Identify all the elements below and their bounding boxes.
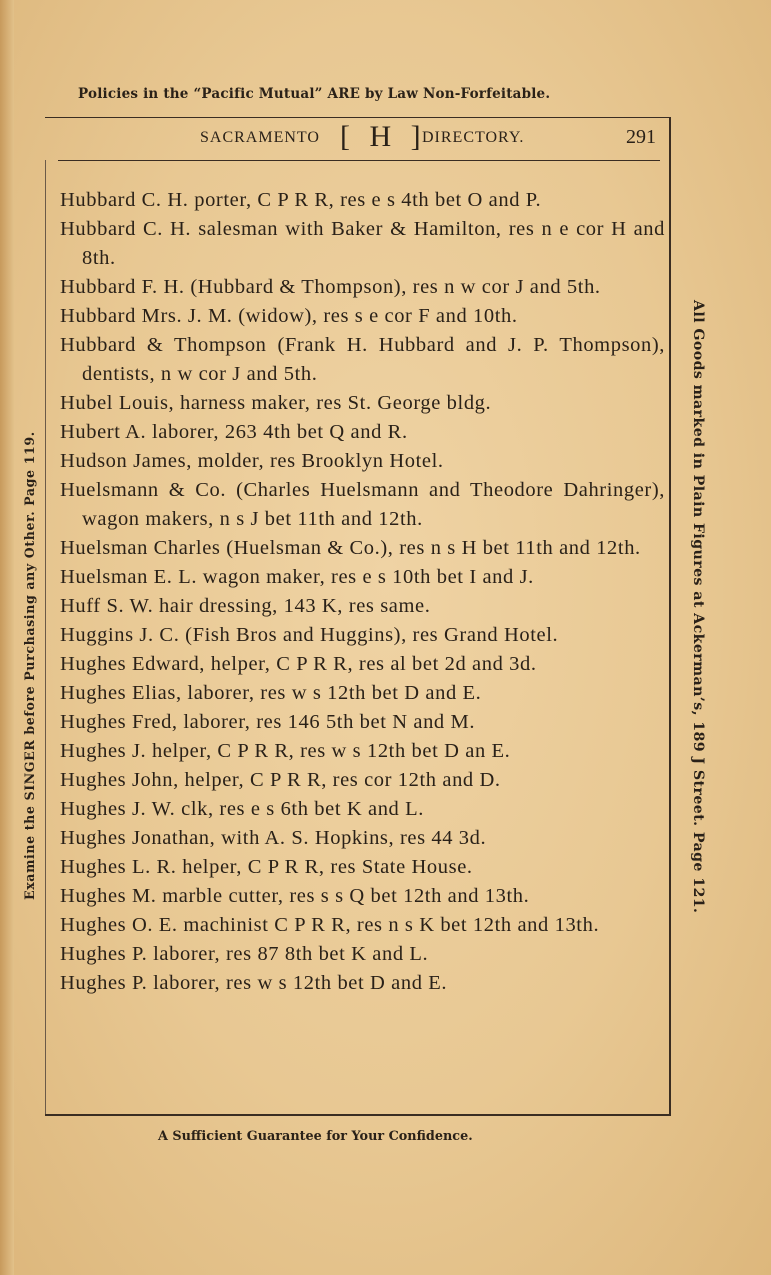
- directory-entries: [60, 186, 665, 998]
- directory-entry: Hubbard C. H. porter, C P R R, res e s 4th bet O and P.: [60, 189, 542, 211]
- frame-bottom-rule: [45, 1114, 671, 1116]
- directory-entry: Hughes Jonathan, with A. S. Hopkins, res 44 3d.: [60, 827, 487, 849]
- directory-entry: Hughes P. laborer, res 87 8th bet K and L.: [60, 943, 429, 965]
- directory-entry: Hubbard F. H. (Hubbard & Thompson), res n w cor J and 5th.: [60, 276, 601, 298]
- directory-entry: Hubbard Mrs. J. M. (widow), res s e cor F and 10th.: [60, 305, 518, 327]
- directory-entry: Hughes M. marble cutter, res s s Q bet 12th and 13th.: [60, 885, 530, 907]
- directory-entry: Hughes L. R. helper, C P R R, res State House.: [60, 856, 473, 878]
- frame-left-rule: [45, 160, 46, 1115]
- directory-entry: Huelsmann & Co. (Charles Huelsmann and Theodore Dahringer), wagon makers, n s J bet 11th and 12th.: [60, 479, 665, 530]
- running-header: [58, 120, 670, 158]
- directory-entry: Hughes Elias, laborer, res w s 12th bet D and E.: [60, 682, 482, 704]
- directory-entry: Huelsman E. L. wagon maker, res e s 10th bet I and J.: [60, 566, 534, 588]
- directory-entry: Huff S. W. hair dressing, 143 K, res same.: [60, 595, 431, 617]
- header-city: SACRAMENTO: [200, 129, 320, 146]
- page-number: 291: [626, 126, 656, 148]
- frame-right-rule: [669, 118, 671, 1116]
- directory-entry: Hughes John, helper, C P R R, res cor 12th and D.: [60, 769, 501, 791]
- bottom-advertisement: A Sufficient Guarantee for Your Confidence.: [158, 1129, 473, 1144]
- directory-entry: Hughes J. W. clk, res e s 6th bet K and L.: [60, 798, 424, 820]
- directory-entry: Hughes Fred, laborer, res 146 5th bet N and M.: [60, 711, 476, 733]
- directory-entry: Hughes Edward, helper, C P R R, res al bet 2d and 3d.: [60, 653, 537, 675]
- header-letter: [ H ]: [340, 120, 427, 153]
- directory-entry: Hubbard C. H. salesman with Baker & Hamilton, res n e cor H and 8th.: [60, 218, 665, 269]
- directory-entry: Huggins J. C. (Fish Bros and Huggins), res Grand Hotel.: [60, 624, 559, 646]
- directory-entry: Hubert A. laborer, 263 4th bet Q and R.: [60, 421, 408, 443]
- frame-top-rule: [45, 117, 671, 118]
- header-rule: [58, 160, 660, 161]
- top-advertisement: Policies in the “Pacific Mutual” ARE by Law Non-Forfeitable.: [78, 86, 551, 102]
- directory-entry: Hughes P. laborer, res w s 12th bet D and E.: [60, 972, 448, 994]
- directory-entry: Hubel Louis, harness maker, res St. George bldg.: [60, 392, 492, 414]
- page-spine-edge: [0, 0, 14, 1275]
- directory-entry: Hubbard & Thompson (Frank H. Hubbard and J. P. Thompson), dentists, n w cor J and 5th.: [60, 334, 665, 385]
- directory-entry: Huelsman Charles (Huelsman & Co.), res n s H bet 11th and 12th.: [60, 537, 641, 559]
- header-title: DIRECTORY.: [422, 129, 525, 146]
- directory-entry: Hughes J. helper, C P R R, res w s 12th bet D an E.: [60, 740, 511, 762]
- directory-entry: Hudson James, molder, res Brooklyn Hotel.: [60, 450, 444, 472]
- directory-entry: Hughes O. E. machinist C P R R, res n s K bet 12th and 13th.: [60, 914, 600, 936]
- right-margin-advertisement: All Goods marked in Plain Figures at Ackerman’s, 189 J Street. Page 121.: [690, 300, 706, 914]
- left-margin-advertisement: Examine the SINGER before Purchasing any Other. Page 119.: [22, 431, 37, 900]
